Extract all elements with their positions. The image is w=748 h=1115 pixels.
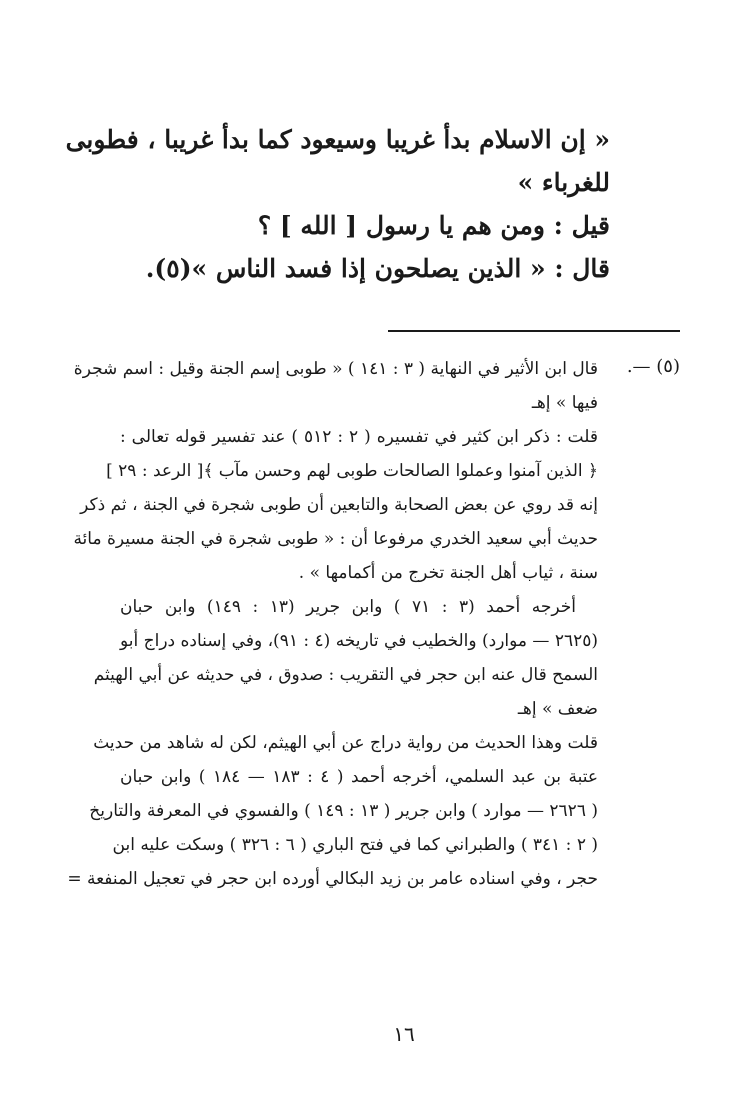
footnote	[67, 352, 598, 896]
main-line-4: قال : « الذين يصلحون إذا فسد الناس »(٥).	[145, 254, 610, 283]
footnote-line-9: (٢٦٢٥ — موارد) والخطيب في تاريخه (٤ : ٩١)، وفي إسناده دراج أبو	[119, 631, 598, 651]
footnote-line-1: قال ابن الأثير في النهاية ( ٣ : ١٤١ ) « طوبى إسم الجنة وقيل : اسم شجرة	[73, 359, 598, 379]
footnote-line-12: قلت وهذا الحديث من رواية دراج عن أبي الهيثم، لكن له شاهد من حديث	[93, 733, 598, 753]
footnote-line-6: حديث أبي سعيد الخدري مرفوعا أن : « طوبى شجرة في الجنة مسيرة مائة	[73, 529, 598, 549]
footnote-line-4: ﴿ الذين آمنوا وعملوا الصالحات طوبى لهم وحسن مآب ﴾[ الرعد : ٢٩ ]	[106, 461, 598, 481]
footnote-line-3: قلت : ذكر ابن كثير في تفسيره ( ٢ : ٥١٢ ) عند تفسير قوله تعالى :	[120, 427, 598, 447]
footnote-line-8: أخرجه أحمد (٣ : ٧١ ) وابن جرير (١٣ : ١٤٩) وابن حبان	[120, 597, 576, 617]
footnote-line-15: ( ٢ : ٣٤١ ) والطبراني كما في فتح الباري ( ٦ : ٣٢٦ ) وسكت عليه ابن	[112, 835, 598, 855]
footnote-line-13: عتبة بن عبد السلمي، أخرجه أحمد ( ٤ : ١٨٣ — ١٨٤ ) وابن حبان	[120, 767, 598, 787]
page-number: ١٦	[393, 1022, 415, 1046]
footnote-line-10: السمح قال عنه ابن حجر في التقريب : صدوق ، في حديثه عن أبي الهيثم	[93, 665, 598, 685]
footnote-marker: (٥) —.	[626, 356, 680, 377]
footnote-line-2: فيها » إهـ	[531, 393, 598, 413]
footnote-line-16: حجر ، وفي اسناده عامر بن زيد البكالي أورده ابن حجر في تعجيل المنفعة =	[67, 869, 598, 889]
main-text	[65, 118, 610, 290]
footnote-line-5: إنه قد روي عن بعض الصحابة والتابعين أن طوبى شجرة في الجنة ، ثم ذكر	[80, 495, 598, 515]
footnote-line-11: ضعف » إهـ	[517, 699, 598, 719]
main-line-1: « إن الاسلام بدأ غريبا وسيعود كما بدأ غريبا ، فطوبى	[65, 125, 610, 154]
main-line-3: قيل : ومن هم يا رسول [ الله ] ؟	[257, 211, 610, 240]
footnote-line-7: سنة ، ثياب أهل الجنة تخرج من أكمامها » .	[298, 563, 598, 583]
footnote-separator	[388, 330, 680, 332]
main-line-2: للغرباء »	[517, 168, 610, 197]
footnote-line-14: ( ٢٦٢٦ — موارد ) وابن جرير ( ١٣ : ١٤٩ ) والفسوي في المعرفة والتاريخ	[89, 801, 598, 821]
